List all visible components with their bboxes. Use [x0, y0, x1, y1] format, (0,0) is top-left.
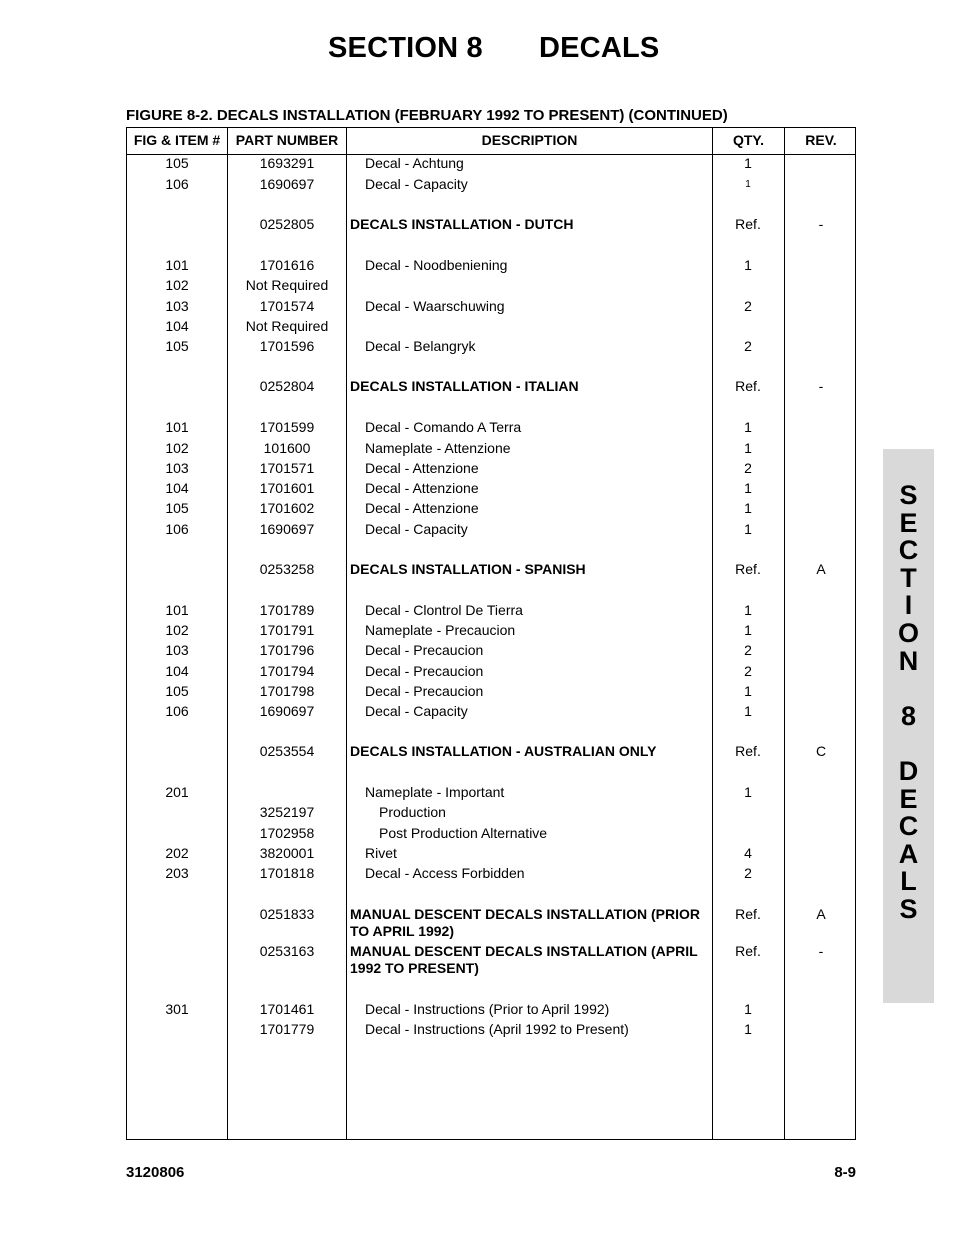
description-cell: Decal - Precaucion	[365, 642, 484, 658]
description-cell: MANUAL DESCENT DECALS INSTALLATION (PRIOR TO APRIL 1992)	[350, 906, 700, 939]
part-number-cell: 101600	[263, 440, 311, 456]
part-number-cell: 1701571	[259, 460, 315, 476]
description-cell: Decal - Precaucion	[365, 663, 484, 679]
qty-cell: 1	[744, 419, 752, 435]
qty-cell: 1	[744, 602, 752, 618]
part-number-cell: 0252804	[259, 378, 315, 394]
description-cell: Decal - Precaucion	[365, 683, 484, 699]
section-name: DECALS	[539, 32, 660, 64]
fig-item-cell: 105	[165, 155, 189, 171]
qty-cell: 1	[744, 521, 752, 537]
fig-item-cell: 103	[165, 642, 189, 658]
part-number-cell: 1701596	[259, 338, 315, 354]
fig-item-cell: 105	[165, 500, 189, 516]
fig-item-cell: 101	[165, 602, 189, 618]
side-tab-text	[883, 481, 934, 923]
side-tab-letter: N	[898, 645, 919, 676]
col-header-rev: REV.	[805, 132, 837, 148]
part-number-cell: 1701798	[259, 683, 315, 699]
side-tab-letter: E	[899, 507, 918, 538]
description-cell: DECALS INSTALLATION - DUTCH	[350, 216, 574, 232]
page-number: 8-9	[834, 1164, 856, 1181]
col-header-description: DESCRIPTION	[481, 132, 578, 148]
rev-cell: C	[815, 743, 827, 759]
fig-item-cell: 105	[165, 338, 189, 354]
part-number-cell: 1701599	[259, 419, 315, 435]
col-header-fig-item: FIG & ITEM #	[133, 132, 221, 148]
part-number-cell: 1702958	[259, 825, 315, 841]
description-cell: DECALS INSTALLATION - ITALIAN	[350, 378, 579, 394]
part-number-cell: 1701794	[259, 663, 315, 679]
fig-item-cell: 106	[165, 176, 189, 192]
qty-cell: 2	[744, 642, 752, 658]
qty-cell: 1	[744, 784, 752, 800]
part-number-cell: 0253258	[259, 561, 315, 577]
qty-cell: 4	[744, 845, 752, 861]
rev-cell: A	[816, 906, 826, 922]
description-cell: Decal - Attenzione	[365, 460, 479, 476]
part-number-cell: 1690697	[259, 703, 315, 719]
description-cell: Decal - Noodbeniening	[365, 257, 508, 273]
description-cell: Post Production Alternative	[379, 825, 548, 841]
part-number-cell: 1690697	[259, 521, 315, 537]
qty-cell: 2	[744, 338, 752, 354]
part-number-cell: 1701461	[259, 1001, 315, 1017]
qty-cell: Ref.	[735, 378, 761, 394]
part-number-cell: 1701779	[259, 1021, 315, 1037]
qty-cell: 1	[744, 622, 752, 638]
fig-item-cell: 202	[165, 845, 189, 861]
description-cell: Decal - Capacity	[365, 703, 468, 719]
qty-cell: 1	[744, 1021, 752, 1037]
description-cell: Decal - Waarschuwing	[365, 298, 505, 314]
description-cell: Nameplate - Precaucion	[365, 622, 516, 638]
fig-item-cell: 203	[165, 865, 189, 881]
fig-item-cell: 104	[165, 663, 189, 679]
side-tab-letter: C	[898, 811, 919, 842]
column-divider	[784, 128, 785, 1139]
col-header-part-number: PART NUMBER	[235, 132, 339, 148]
description-cell: Nameplate - Attenzione	[365, 440, 511, 456]
part-number-cell: 0253163	[259, 943, 315, 959]
col-header-qty: QTY.	[732, 132, 765, 148]
qty-cell: 2	[744, 865, 752, 881]
part-number-cell: 1701574	[259, 298, 315, 314]
qty-cell: Ref.	[735, 561, 761, 577]
side-tab-letter	[883, 674, 934, 702]
part-number-cell: 1701601	[259, 480, 315, 496]
part-number-cell: 1690697	[259, 176, 315, 192]
part-number-cell: 3820001	[259, 845, 315, 861]
fig-item-cell: 103	[165, 460, 189, 476]
part-number-cell: 0251833	[259, 906, 315, 922]
description-cell: Decal - Instructions (April 1992 to Present)	[365, 1021, 629, 1037]
qty-cell: 1	[745, 179, 751, 190]
qty-cell: 1	[744, 683, 752, 699]
qty-cell: 1	[744, 480, 752, 496]
part-number-cell: Not Required	[245, 277, 329, 293]
description-cell: Decal - Capacity	[365, 176, 468, 192]
side-tab-letter: T	[900, 562, 917, 593]
fig-item-cell: 106	[165, 703, 189, 719]
table-header	[127, 128, 855, 155]
rev-cell: A	[816, 561, 826, 577]
section-side-tab	[883, 449, 934, 1003]
part-number-cell: 1701602	[259, 500, 315, 516]
side-tab-letter: O	[897, 617, 919, 648]
side-tab-letter	[883, 729, 934, 757]
qty-cell: 1	[744, 440, 752, 456]
side-tab-letter: S	[899, 893, 918, 924]
qty-cell: Ref.	[735, 943, 761, 959]
side-tab-letter: A	[898, 838, 919, 869]
part-number-cell: 1693291	[259, 155, 315, 171]
description-cell: Decal - Achtung	[365, 155, 464, 171]
side-tab-letter: D	[898, 755, 919, 786]
fig-item-cell: 301	[165, 1001, 189, 1017]
description-cell: Decal - Clontrol De Tierra	[365, 602, 523, 618]
fig-item-cell: 102	[165, 440, 189, 456]
description-cell: Decal - Instructions (Prior to April 1992)	[365, 1001, 610, 1017]
side-tab-letter: 8	[900, 700, 917, 731]
part-number-cell: 3252197	[259, 804, 315, 820]
side-tab-letter: C	[898, 535, 919, 566]
fig-item-cell: 105	[165, 683, 189, 699]
fig-item-cell: 106	[165, 521, 189, 537]
description-cell: Decal - Comando A Terra	[365, 419, 522, 435]
description-cell: DECALS INSTALLATION - SPANISH	[350, 561, 586, 577]
qty-cell: 2	[744, 663, 752, 679]
side-tab-letter: L	[900, 866, 917, 897]
fig-item-cell: 102	[165, 277, 189, 293]
qty-cell: 1	[744, 155, 752, 171]
description-cell: Decal - Belangryk	[365, 338, 476, 354]
qty-cell: Ref.	[735, 743, 761, 759]
qty-cell: 2	[744, 298, 752, 314]
description-cell: MANUAL DESCENT DECALS INSTALLATION (APRIL 1992 TO PRESENT)	[350, 943, 698, 976]
fig-item-cell: 101	[165, 419, 189, 435]
description-cell: Production	[379, 804, 446, 820]
qty-cell: 1	[744, 1001, 752, 1017]
fig-item-cell: 104	[165, 318, 189, 334]
side-tab-letter: I	[904, 590, 913, 621]
part-number-cell: 1701796	[259, 642, 315, 658]
description-cell: DECALS INSTALLATION - AUSTRALIAN ONLY	[350, 743, 657, 759]
part-number-cell: 1701791	[259, 622, 315, 638]
rev-cell: -	[818, 378, 824, 394]
section-number: SECTION 8	[328, 32, 483, 64]
document-number: 3120806	[126, 1164, 185, 1181]
qty-cell: Ref.	[735, 216, 761, 232]
qty-cell: 1	[744, 703, 752, 719]
fig-item-cell: 104	[165, 480, 189, 496]
part-number-cell: 1701789	[259, 602, 315, 618]
side-tab-letter: S	[899, 480, 918, 510]
part-number-cell: Not Required	[245, 318, 329, 334]
description-cell: Decal - Attenzione	[365, 500, 479, 516]
description-cell: Decal - Capacity	[365, 521, 468, 537]
figure-title: FIGURE 8-2. DECALS INSTALLATION (FEBRUARY 1992 TO PRESENT) (CONTINUED)	[126, 107, 728, 124]
parts-table	[126, 127, 856, 1140]
description-cell: Rivet	[365, 845, 397, 861]
part-number-cell: 0253554	[259, 743, 315, 759]
qty-cell: Ref.	[735, 906, 761, 922]
fig-item-cell: 101	[165, 257, 189, 273]
qty-cell: 1	[744, 500, 752, 516]
description-cell: Nameplate - Important	[365, 784, 505, 800]
description-cell: Decal - Access Forbidden	[365, 865, 525, 881]
column-divider	[346, 128, 347, 1139]
rev-cell: -	[818, 943, 824, 959]
rev-cell: -	[818, 216, 824, 232]
description-cell: Decal - Attenzione	[365, 480, 479, 496]
part-number-cell: 0252805	[259, 216, 315, 232]
part-number-cell: 1701616	[259, 257, 315, 273]
fig-item-cell: 201	[165, 784, 189, 800]
fig-item-cell: 103	[165, 298, 189, 314]
part-number-cell: 1701818	[259, 865, 315, 881]
qty-cell: 2	[744, 460, 752, 476]
qty-cell: 1	[744, 257, 752, 273]
fig-item-cell: 102	[165, 622, 189, 638]
side-tab-letter: E	[899, 783, 918, 814]
